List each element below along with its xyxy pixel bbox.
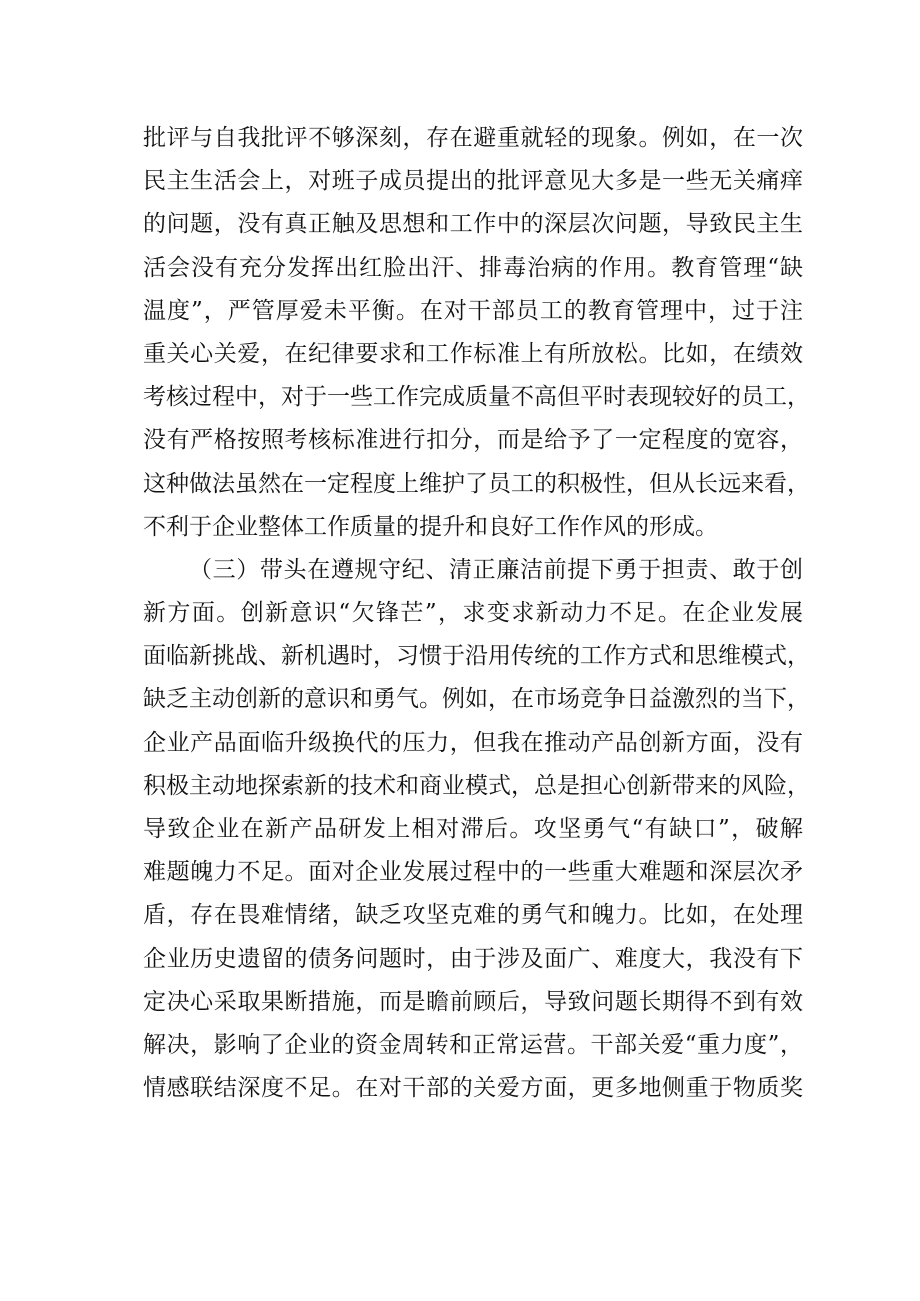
text-line: 缺乏主动创新的意识和勇气。例如，在市场竞争日益激烈的当下， <box>143 686 810 713</box>
text-line: 没有严格按照考核标准进行扣分，而是给予了一定程度的宽容， <box>143 427 803 454</box>
text-line: 新方面。创新意识“欠锋芒”，求变求新动力不足。在企业发展 <box>143 600 803 627</box>
text-line: 考核过程中，对于一些工作完成质量不高但平时表现较好的员工， <box>143 384 810 411</box>
text-line: 盾，存在畏难情绪，缺乏攻坚克难的勇气和魄力。比如，在处理 <box>143 902 803 929</box>
text-line: 定决心采取果断措施，而是瞻前顾后，导致问题长期得不到有效 <box>143 988 803 1015</box>
text-line: 批评与自我批评不够深刻，存在避重就轻的现象。例如，在一次 <box>143 125 803 151</box>
text-line: 企业历史遗留的债务问题时，由于涉及面广、难度大，我没有下 <box>143 945 803 972</box>
section-heading-line: （三）带头在遵规守纪、清正廉洁前提下勇于担责、敢于创 <box>189 556 803 583</box>
text-line: 解决，影响了企业的资金周转和正常运营。干部关爱“重力度”， <box>143 1031 803 1058</box>
text-line: 温度”，严管厚爱未平衡。在对干部员工的教育管理中，过于注 <box>143 297 803 324</box>
text-line: 导致企业在新产品研发上相对滞后。攻坚勇气“有缺口”，破解 <box>143 816 803 842</box>
text-line: 企业产品面临升级换代的压力，但我在推动产品创新方面，没有 <box>143 729 803 756</box>
text-line: 的问题，没有真正触及思想和工作中的深层次问题，导致民主生 <box>143 211 803 238</box>
text-line: 面临新挑战、新机遇时，习惯于沿用传统的工作方式和思维模式， <box>143 643 810 670</box>
text-line: 活会没有充分发挥出红脸出汗、排毒治病的作用。教育管理“缺 <box>143 254 803 281</box>
text-line: 重关心关爱，在纪律要求和工作标准上有所放松。比如，在绩效 <box>143 340 803 367</box>
text-line: 不利于企业整体工作质量的提升和良好工作作风的形成。 <box>143 513 718 540</box>
text-line: 难题魄力不足。面对企业发展过程中的一些重大难题和深层次矛 <box>143 859 803 886</box>
text-line: 情感联结深度不足。在对干部的关爱方面，更多地侧重于物质奖 <box>143 1075 803 1102</box>
body-text <box>143 117 810 1110</box>
text-line: 积极主动地探索新的技术和商业模式，总是担心创新带来的风险， <box>143 772 810 799</box>
text-line: 民主生活会上，对班子成员提出的批评意见大多是一些无关痛痒 <box>143 168 803 195</box>
text-line: 这种做法虽然在一定程度上维护了员工的积极性，但从长远来看， <box>143 470 810 497</box>
